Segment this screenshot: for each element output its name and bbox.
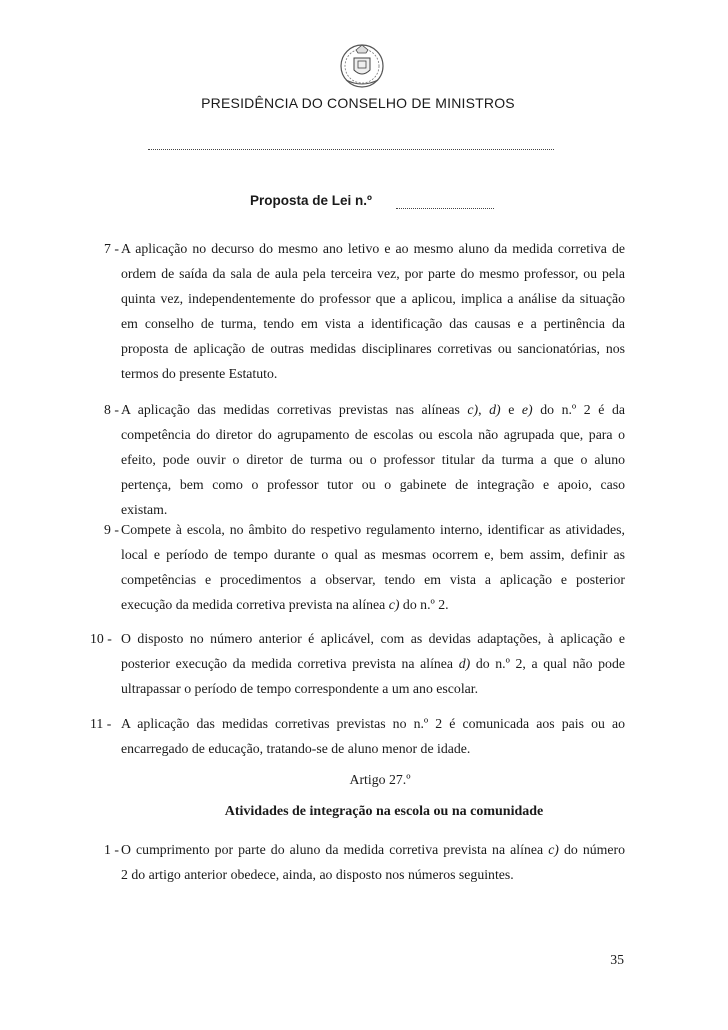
item-line: local e período de tempo durante o qual as mesmas ocorrem e, bem assim, definir as <box>121 547 625 562</box>
item-line: pertença, bem como o professor tutor ou o gabinete de integração e apoio, caso <box>121 477 625 492</box>
item-number: 10 - <box>90 631 112 646</box>
article-title: Atividades de integração na escola ou na comunidade <box>224 804 544 819</box>
item-line: competências e procedimentos a observar, tendo em vista a aplicação e posterior <box>121 572 625 587</box>
item-number: 11 - <box>90 716 112 731</box>
ministry-title: PRESIDÊNCIA DO CONSELHO DE MINISTROS <box>201 95 515 111</box>
item-line: ordem de saída da sala de aula pela terceira vez, por parte do mesmo professor, ou pela <box>121 266 625 281</box>
dotted-rule <box>148 149 554 150</box>
item-line: efeito, pode ouvir o diretor de turma ou o professor titular da turma a que o aluno <box>121 452 625 467</box>
item-line: competência do diretor do agrupamento de escolas ou escola não agrupada que, para o <box>121 427 625 442</box>
article-number: Artigo 27.º <box>349 772 411 787</box>
item-line: termos do presente Estatuto. <box>121 366 278 381</box>
item-line: proposta de aplicação de outras medidas disciplinares corretivas ou sancionatórias, nos <box>121 341 625 356</box>
item-number: 1 - <box>104 842 119 857</box>
item-line: encarregado de educação, tratando-se de aluno menor de idade. <box>121 741 471 756</box>
proposal-number-blank <box>396 208 494 209</box>
coat-of-arms-icon <box>338 40 386 90</box>
proposal-label: Proposta de Lei n.º <box>250 193 372 208</box>
item-line: em conselho de turma, tendo em vista a identificação das causas e a pertinência da <box>121 316 625 331</box>
item-line: O cumprimento por parte do aluno da medida corretiva prevista na alínea c) do número <box>121 842 626 857</box>
item-number: 8 - <box>104 402 119 417</box>
item-line: Compete à escola, no âmbito do respetivo regulamento interno, identificar as atividades, <box>121 522 625 537</box>
item-line: existam. <box>121 502 168 517</box>
page-number: 35 <box>610 952 624 967</box>
item-line: execução da medida corretiva prevista na alínea c) do n.º 2. <box>121 597 449 612</box>
item-line: 2 do artigo anterior obedece, ainda, ao disposto nos números seguintes. <box>121 867 514 882</box>
item-line: ultrapassar o período de tempo correspondente a um ano escolar. <box>121 681 479 696</box>
item-number: 7 - <box>104 241 119 256</box>
item-line: posterior execução da medida corretiva prevista na alínea d) do n.º 2, a qual não pode <box>121 656 625 671</box>
item-line: quinta vez, independentemente do professor que a aplicou, implica a análise da situação <box>121 291 625 306</box>
item-number: 9 - <box>104 522 119 537</box>
item-line: A aplicação das medidas corretivas previstas nas alíneas c), d) e e) do n.º 2 é da <box>121 402 625 417</box>
item-line: A aplicação das medidas corretivas previstas no n.º 2 é comunicada aos pais ou ao <box>121 716 625 731</box>
item-line: A aplicação no decurso do mesmo ano letivo e ao mesmo aluno da medida corretiva de <box>121 241 625 256</box>
item-line: O disposto no número anterior é aplicável, com as devidas adaptações, à aplicação e <box>121 631 625 646</box>
